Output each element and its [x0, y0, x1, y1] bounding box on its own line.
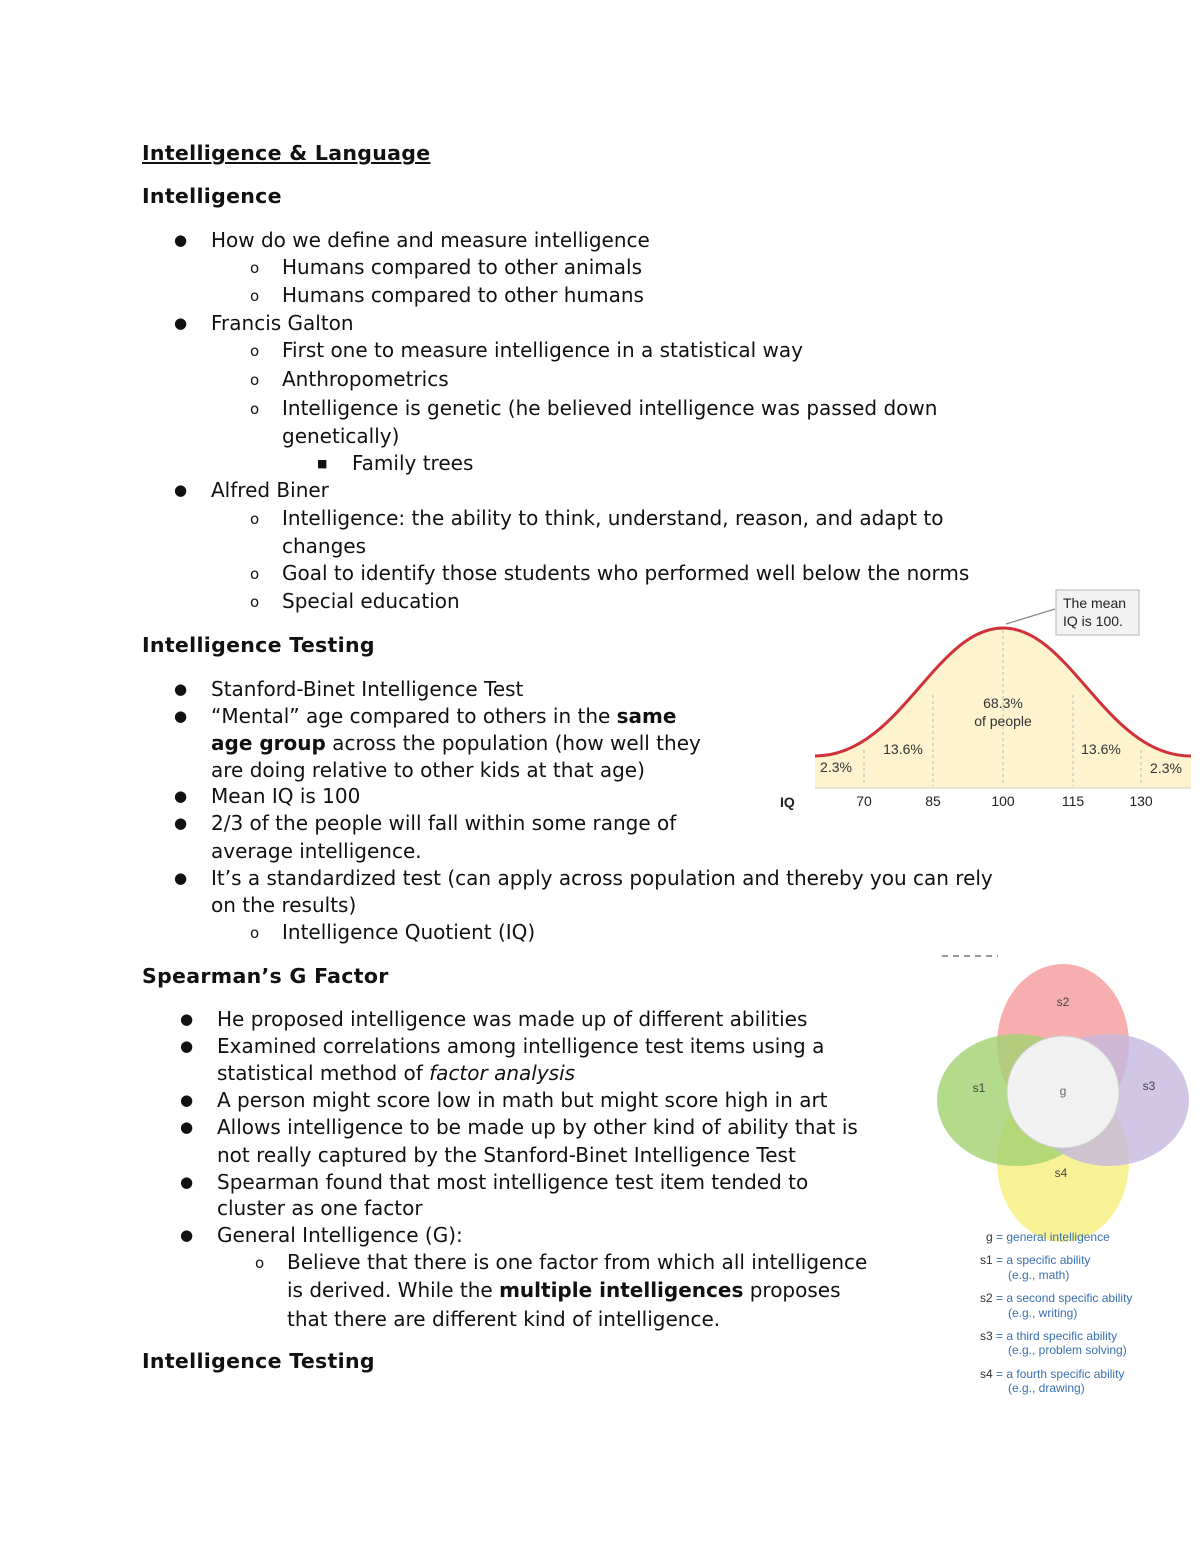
legend-item: s3 = a third specific ability [980, 1329, 1118, 1343]
section-heading-intelligence-testing: Intelligence Testing [142, 633, 375, 657]
list-item: First one to measure intelligence in a statistical way [282, 338, 803, 362]
list-item-continuation: statistical method of factor analysis [217, 1061, 576, 1085]
list-item: Humans compared to other animals [282, 255, 642, 279]
section-heading-spearman: Spearman’s G Factor [142, 964, 389, 988]
bullet-icon: ● [174, 231, 188, 249]
left-tail-label: 2.3% [820, 759, 852, 775]
list-item: It’s a standardized test (can apply across population and thereby you can rely [211, 866, 993, 890]
list-item-continuation: average intelligence. [211, 839, 422, 863]
circle-bullet-icon: o [250, 287, 260, 305]
legend-item: s4 = a fourth specific ability [980, 1367, 1125, 1381]
list-item: How do we define and measure intelligence [211, 228, 650, 252]
circle-bullet-icon: o [250, 510, 260, 528]
list-item: 2/3 of the people will fall within some range of [211, 811, 677, 835]
list-item: A person might score low in math but might score high in art [217, 1088, 828, 1112]
left-band-label: 13.6% [883, 741, 923, 757]
list-item-continuation: genetically) [282, 424, 400, 448]
axis-label: IQ [780, 794, 795, 810]
venn-legend [980, 1230, 1132, 1395]
bullet-icon: ● [174, 481, 188, 499]
list-item: He proposed intelligence was made up of different abilities [217, 1007, 808, 1031]
circle-bullet-icon: o [250, 400, 260, 418]
circle-bullet-icon: o [250, 924, 260, 942]
legend-example: (e.g., problem solving) [1008, 1343, 1127, 1357]
s1-label: s1 [972, 1081, 986, 1095]
legend-example: (e.g., writing) [1008, 1306, 1078, 1320]
callout-text-line2: IQ is 100. [1063, 613, 1123, 629]
list-item: General Intelligence (G): [217, 1223, 463, 1247]
right-tail-label: 2.3% [1150, 760, 1182, 776]
list-item-continuation: are doing relative to other kids at that age) [211, 758, 645, 782]
list-item-continuation: that there are different kind of intelligence. [287, 1307, 721, 1331]
list-item: Mean IQ is 100 [211, 784, 361, 808]
list-item: Believe that there is one factor from which all intelligence [287, 1250, 868, 1274]
list-item: Intelligence Quotient (IQ) [282, 920, 536, 944]
bullet-icon: ● [174, 314, 188, 332]
list-item-continuation: not really captured by the Stanford-Binet Intelligence Test [217, 1143, 796, 1167]
bullet-icon: ● [180, 1091, 194, 1109]
tick-label: 85 [925, 793, 941, 809]
tick-label: 100 [991, 793, 1015, 809]
iq-bell-curve-figure [770, 580, 1200, 820]
s4-label: s4 [1054, 1166, 1068, 1180]
section-heading-intelligence-testing-2: Intelligence Testing [142, 1349, 375, 1373]
list-item: Goal to identify those students who performed well below the norms [282, 561, 970, 585]
list-item: Intelligence is genetic (he believed intelligence was passed down [282, 396, 938, 420]
tick-label: 70 [856, 793, 872, 809]
circle-bullet-icon: o [250, 565, 260, 583]
list-item: Anthropometrics [282, 367, 449, 391]
bullet-icon: ● [180, 1173, 194, 1191]
bullet-icon: ● [180, 1037, 194, 1055]
circle-bullet-icon: o [250, 371, 260, 389]
bullet-icon: ● [180, 1118, 194, 1136]
legend-example: (e.g., math) [1008, 1268, 1070, 1282]
legend-item: s1 = a specific ability [980, 1253, 1091, 1267]
list-item-continuation: age group across the population (how well they [211, 731, 701, 755]
center-people-label: of people [974, 713, 1032, 729]
list-item: Examined correlations among intelligence test items using a [217, 1034, 825, 1058]
circle-bullet-icon: o [250, 342, 260, 360]
tick-label: 115 [1061, 793, 1085, 809]
bullet-icon: ● [174, 869, 188, 887]
bullet-icon: ● [174, 707, 188, 725]
circle-bullet-icon: o [250, 259, 260, 277]
bullet-icon: ● [180, 1226, 194, 1244]
list-item-continuation: on the results) [211, 893, 357, 917]
list-item: Alfred Biner [211, 478, 329, 502]
callout-pointer [1006, 609, 1055, 624]
square-bullet-icon: ■ [317, 457, 328, 470]
g-factor-venn-figure [930, 950, 1190, 1400]
bullet-icon: ● [174, 787, 188, 805]
list-item: “Mental” age compared to others in the same [211, 704, 677, 728]
circle-bullet-icon: o [250, 593, 260, 611]
section-heading-intelligence: Intelligence [142, 184, 282, 208]
center-percent-label: 68.3% [983, 695, 1023, 711]
list-item: Humans compared to other humans [282, 283, 644, 307]
right-band-label: 13.6% [1081, 741, 1121, 757]
tick-label: 130 [1129, 793, 1153, 809]
legend-item: s2 = a second specific ability [980, 1291, 1133, 1305]
list-item-continuation: is derived. While the multiple intelligences proposes [287, 1278, 841, 1302]
list-item: Family trees [352, 451, 474, 475]
s3-label: s3 [1142, 1079, 1156, 1093]
bullet-icon: ● [174, 680, 188, 698]
list-item: Stanford-Binet Intelligence Test [211, 677, 524, 701]
list-item: Intelligence: the ability to think, understand, reason, and adapt to [282, 506, 944, 530]
list-item: Allows intelligence to be made up by other kind of ability that is [217, 1115, 858, 1139]
list-item-continuation: changes [282, 534, 367, 558]
s2-label: s2 [1056, 995, 1070, 1009]
list-item-continuation: cluster as one factor [217, 1196, 423, 1220]
legend-example: (e.g., drawing) [1008, 1381, 1085, 1395]
page-title: Intelligence & Language [142, 141, 431, 165]
callout-text-line1: The mean [1063, 595, 1127, 611]
list-item: Special education [282, 589, 460, 613]
list-item: Spearman found that most intelligence test item tended to [217, 1170, 809, 1194]
g-label: g [1059, 1084, 1067, 1098]
legend-item: g = general intelligence [986, 1230, 1110, 1244]
list-item: Francis Galton [211, 311, 354, 335]
bullet-icon: ● [180, 1010, 194, 1028]
bullet-icon: ● [174, 814, 188, 832]
circle-bullet-icon: o [255, 1254, 265, 1272]
